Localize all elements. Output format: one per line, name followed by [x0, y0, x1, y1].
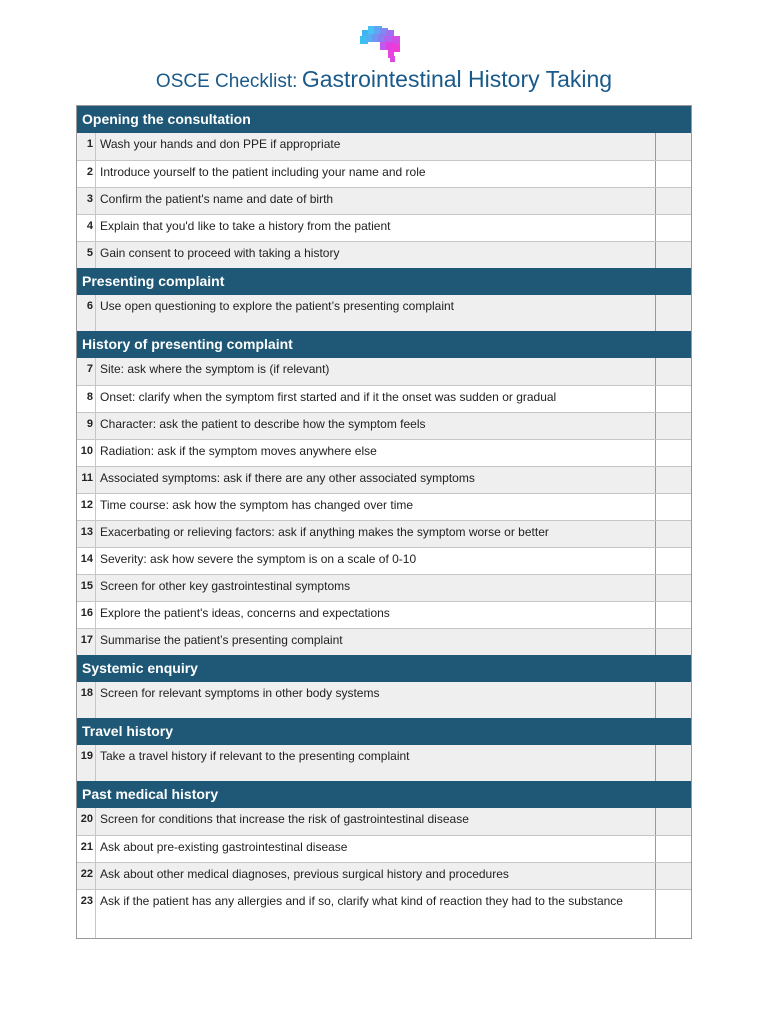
checklist-row: [77, 295, 691, 331]
checklist-row: [77, 628, 691, 655]
item-text: Screen for relevant symptoms in other body systems: [96, 682, 656, 718]
item-number: 23: [77, 890, 96, 938]
checklist-row: [77, 862, 691, 889]
title-prefix: OSCE Checklist:: [155, 71, 298, 92]
section-header: Past medical history: [77, 781, 691, 808]
checkbox-cell[interactable]: [656, 440, 691, 466]
item-text: Radiation: ask if the symptom moves anywhere else: [96, 440, 656, 466]
brain-logo-icon: [360, 26, 408, 64]
item-number: 7: [77, 358, 96, 385]
item-number: 16: [77, 602, 96, 628]
checklist-row: [77, 520, 691, 547]
item-number: 18: [77, 682, 96, 718]
checkbox-cell[interactable]: [656, 133, 691, 160]
item-text: Associated symptoms: ask if there are any other associated symptoms: [96, 467, 656, 493]
item-number: 11: [77, 467, 96, 493]
checkbox-cell[interactable]: [656, 863, 691, 889]
item-number: 21: [77, 836, 96, 862]
checkbox-cell[interactable]: [656, 745, 691, 781]
checkbox-cell[interactable]: [656, 575, 691, 601]
item-number: 20: [77, 808, 96, 835]
checklist-row: [77, 358, 691, 385]
checkbox-cell[interactable]: [656, 808, 691, 835]
checkbox-cell[interactable]: [656, 494, 691, 520]
section-header: Opening the consultation: [77, 106, 691, 133]
checkbox-cell[interactable]: [656, 836, 691, 862]
checkbox-cell[interactable]: [656, 386, 691, 412]
checkbox-cell[interactable]: [656, 521, 691, 547]
item-text: Use open questioning to explore the patient’s presenting complaint: [96, 295, 656, 331]
item-text: Onset: clarify when the symptom first started and if it the onset was sudden or gradual: [96, 386, 656, 412]
section-header: Presenting complaint: [77, 268, 691, 295]
checkbox-cell[interactable]: [656, 467, 691, 493]
checkbox-cell[interactable]: [656, 188, 691, 214]
checkbox-cell[interactable]: [656, 295, 691, 331]
item-number: 15: [77, 575, 96, 601]
item-number: 22: [77, 863, 96, 889]
item-text: Ask about other medical diagnoses, previous surgical history and procedures: [96, 863, 656, 889]
checkbox-cell[interactable]: [656, 413, 691, 439]
item-number: 3: [77, 188, 96, 214]
checklist-row: [77, 835, 691, 862]
item-number: 1: [77, 133, 96, 160]
checkbox-cell[interactable]: [656, 602, 691, 628]
checkbox-cell[interactable]: [656, 548, 691, 574]
section-header: Travel history: [77, 718, 691, 745]
item-number: 10: [77, 440, 96, 466]
section-header: Systemic enquiry: [77, 655, 691, 682]
checklist-row: [77, 439, 691, 466]
page-title: [0, 66, 768, 93]
checklist-table: [76, 105, 692, 939]
title-main: Gastrointestinal History Taking: [301, 66, 613, 92]
checkbox-cell[interactable]: [656, 161, 691, 187]
item-text: Gain consent to proceed with taking a history: [96, 242, 656, 268]
item-text: Explain that you'd like to take a history from the patient: [96, 215, 656, 241]
checklist-row: [77, 889, 691, 938]
item-text: Introduce yourself to the patient including your name and role: [96, 161, 656, 187]
checkbox-cell[interactable]: [656, 358, 691, 385]
checklist-row: [77, 574, 691, 601]
item-number: 5: [77, 242, 96, 268]
item-text: Screen for conditions that increase the risk of gastrointestinal disease: [96, 808, 656, 835]
checklist-row: [77, 808, 691, 835]
item-number: 13: [77, 521, 96, 547]
item-text: Wash your hands and don PPE if appropriate: [96, 133, 656, 160]
checkbox-cell[interactable]: [656, 629, 691, 655]
item-text: Ask if the patient has any allergies and if so, clarify what kind of reaction they had to the substance: [96, 890, 656, 938]
checkbox-cell[interactable]: [656, 242, 691, 268]
checklist-row: [77, 547, 691, 574]
checklist-row: [77, 133, 691, 160]
checkbox-cell[interactable]: [656, 682, 691, 718]
checklist-row: [77, 214, 691, 241]
item-number: 12: [77, 494, 96, 520]
checklist-row: [77, 493, 691, 520]
item-number: 6: [77, 295, 96, 331]
item-number: 4: [77, 215, 96, 241]
item-number: 2: [77, 161, 96, 187]
section-header: History of presenting complaint: [77, 331, 691, 358]
checklist-row: [77, 682, 691, 718]
item-text: Take a travel history if relevant to the presenting complaint: [96, 745, 656, 781]
item-text: Confirm the patient's name and date of birth: [96, 188, 656, 214]
item-number: 19: [77, 745, 96, 781]
item-number: 14: [77, 548, 96, 574]
item-number: 8: [77, 386, 96, 412]
item-text: Screen for other key gastrointestinal symptoms: [96, 575, 656, 601]
checkbox-cell[interactable]: [656, 215, 691, 241]
checkbox-cell[interactable]: [656, 890, 691, 938]
checklist-row: [77, 160, 691, 187]
checklist-row: [77, 385, 691, 412]
item-text: Severity: ask how severe the symptom is on a scale of 0-10: [96, 548, 656, 574]
checklist-row: [77, 412, 691, 439]
checklist-row: [77, 466, 691, 493]
item-text: Character: ask the patient to describe how the symptom feels: [96, 413, 656, 439]
checklist-row: [77, 241, 691, 268]
checklist-row: [77, 187, 691, 214]
item-number: 17: [77, 629, 96, 655]
item-text: Time course: ask how the symptom has changed over time: [96, 494, 656, 520]
checklist-row: [77, 745, 691, 781]
item-text: Exacerbating or relieving factors: ask if anything makes the symptom worse or better: [96, 521, 656, 547]
item-text: Site: ask where the symptom is (if relevant): [96, 358, 656, 385]
item-text: Explore the patient's ideas, concerns and expectations: [96, 602, 656, 628]
item-text: Ask about pre-existing gastrointestinal disease: [96, 836, 656, 862]
checklist-row: [77, 601, 691, 628]
item-text: Summarise the patient’s presenting complaint: [96, 629, 656, 655]
item-number: 9: [77, 413, 96, 439]
